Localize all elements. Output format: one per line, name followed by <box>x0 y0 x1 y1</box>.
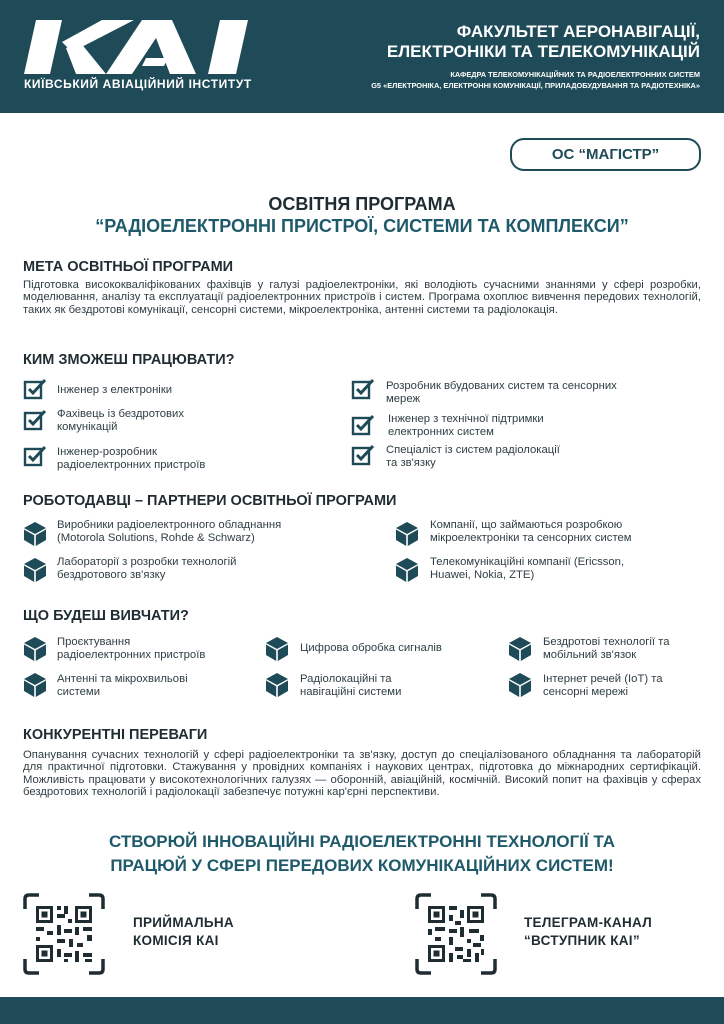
cube-icon <box>395 557 419 583</box>
checkbox-check-icon <box>351 377 375 401</box>
employer-item: Лабораторії з розробки технологій бездротового зв'язку <box>57 556 237 581</box>
cube-icon <box>23 636 47 662</box>
checkbox-check-icon <box>351 443 375 467</box>
employer-item: Компанії, що займаються розробкою мікроелектроніки та сенсорних систем <box>430 519 632 544</box>
career-item: Спеціаліст із систем радіолокації та зв'язку <box>386 444 560 469</box>
study-item: Інтернет речей (IoT) та сенсорні мережі <box>543 673 663 698</box>
checkbox-check-icon <box>23 444 47 468</box>
cube-icon <box>508 672 532 698</box>
qr-code-icon[interactable] <box>415 893 497 975</box>
study-heading: ЩО БУДЕШ ВИВЧАТИ? <box>23 608 189 624</box>
qr-code-icon[interactable] <box>23 893 105 975</box>
career-item: Фахівець із бездротових комунікацій <box>57 408 185 433</box>
employer-item: Телекомунікаційні компанії (Ericsson, Huawei, Nokia, ZTE) <box>430 556 625 581</box>
cube-icon <box>395 521 419 547</box>
employers-heading: РОБОТОДАВЦІ – ПАРТНЕРИ ОСВІТНЬОЇ ПРОГРАМИ <box>23 493 397 509</box>
institute-name: КИЇВСЬКИЙ АВІАЦІЙНИЙ ІНСТИТУТ <box>24 77 252 91</box>
goal-heading: МЕТА ОСВІТНЬОЇ ПРОГРАМИ <box>23 259 234 275</box>
checkbox-check-icon <box>23 408 47 432</box>
study-item: Антенні та мікрохвильові системи <box>57 673 188 698</box>
employer-item: Виробники радіоелектронного обладнання (Motorola Solutions, Rohde & Schwarz) <box>57 519 282 544</box>
cta-line-2: ПРАЦЮЙ У СФЕРІ ПЕРЕДОВИХ КОМУНІКАЦІЙНИХ СИСТЕМ! <box>110 856 614 875</box>
career-item: Інженер-розробник радіоелектронних пристроїв <box>57 446 206 471</box>
degree-badge: ОС “МАГІСТР” <box>510 138 701 171</box>
specialty-name: G5 «ЕЛЕКТРОНІКА, ЕЛЕКТРОННІ КОМУНІКАЦІЇ, ПРИЛАДОБУДУВАННЯ ТА РАДІОТЕХНІКА» <box>371 81 700 90</box>
cube-icon <box>23 672 47 698</box>
department-name: КАФЕДРА ТЕЛЕКОМУНІКАЦІЙНИХ ТА РАДІОЕЛЕКТРОННИХ СИСТЕМ <box>450 70 700 79</box>
faculty-title <box>280 22 700 62</box>
call-to-action <box>0 830 724 878</box>
header-banner <box>0 0 724 113</box>
goal-text: Підготовка висококваліфікованих фахівців у галузі радіоелектроніки, які володіють сучасними знаннями у сфері розробки, моделювання, аналізу та експлуатації радіоелектронних пристроїв і систем. Програма охоплює вивчення передових технологій, таких як бездротові комунікації, сенсорні системи, мікроелектроніка, антенні системи та радіолокація. <box>23 279 701 316</box>
cube-icon <box>23 521 47 547</box>
study-item: Цифрова обробка сигналів <box>300 642 442 654</box>
cube-icon <box>23 557 47 583</box>
program-title: ОСВІТНЯ ПРОГРАМА <box>268 194 456 214</box>
faculty-line-2: ЕЛЕКТРОНІКИ ТА ТЕЛЕКОМУНІКАЦІЙ <box>386 42 700 61</box>
study-item: Бездротові технології та мобільний зв'язок <box>543 636 670 661</box>
admissions-label: ПРИЙМАЛЬНА КОМІСІЯ КАІ <box>133 915 234 948</box>
checkbox-check-icon <box>351 413 375 437</box>
faculty-line-1: ФАКУЛЬТЕТ АЕРОНАВІГАЦІЇ, <box>456 22 700 41</box>
careers-heading: КИМ ЗМОЖЕШ ПРАЦЮВАТИ? <box>23 352 235 368</box>
career-item: Інженер з електроніки <box>57 384 173 396</box>
career-item: Розробник вбудованих систем та сенсорних мереж <box>386 380 617 405</box>
department-info <box>260 69 700 91</box>
cube-icon <box>508 636 532 662</box>
career-item: Інженер з технічної підтримки електронних систем <box>388 413 544 438</box>
study-item: Радіолокаційні та навігаційні системи <box>300 673 402 698</box>
telegram-channel-label: ТЕЛЕГРАМ-КАНАЛ “ВСТУПНИК КАІ” <box>524 915 653 948</box>
cube-icon <box>265 636 289 662</box>
cube-icon <box>265 672 289 698</box>
kai-logo <box>22 18 280 76</box>
advantages-text: Опанування сучасних технологій у сфері радіоелектроніки та зв'язку, доступ до спеціалізованого обладнання та лабораторій для практичної підготовки. Стажування у провідних компаніях і наукових центрах, підготовка до міжнародних сертифікацій. Можливість працювати у високотехнологічних галузях — оборонній, авіаційній, космічній. Високий попит на фахівців у сферах бездротових технологій і радіолокації забезпечує потужні кар'єрні перспективи. <box>23 749 701 799</box>
cta-line-1: СТВОРЮЙ ІННОВАЦІЙНІ РАДІОЕЛЕКТРОННІ ТЕХНОЛОГІЇ ТА <box>108 832 615 851</box>
footer-bar <box>0 997 724 1024</box>
advantages-heading: КОНКУРЕНТНІ ПЕРЕВАГИ <box>23 727 208 743</box>
checkbox-check-icon <box>23 377 47 401</box>
study-item: Проєктування радіоелектронних пристроїв <box>57 636 206 661</box>
program-name: “РАДІОЕЛЕКТРОННІ ПРИСТРОЇ, СИСТЕМИ ТА КОМПЛЕКСИ” <box>95 216 629 236</box>
